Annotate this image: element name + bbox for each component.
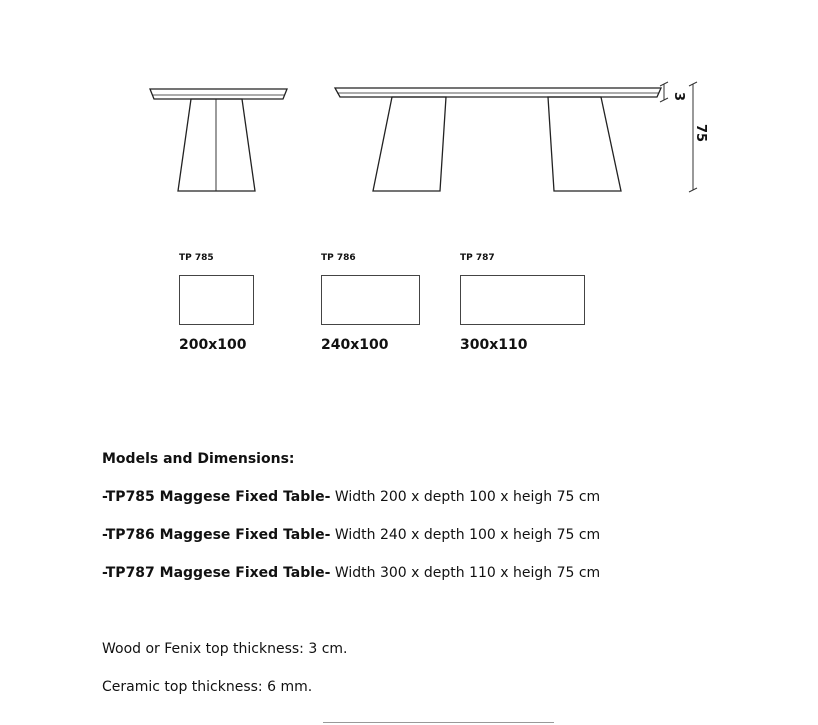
large-table-left-leg	[373, 97, 446, 191]
small-table-base	[178, 99, 255, 191]
model-size-tp787: 300x110	[460, 337, 528, 353]
spec-row-tp786	[102, 527, 600, 543]
note-wood-fenix: Wood or Fenix top thickness: 3 cm.	[102, 641, 348, 657]
plan-view-tp785	[179, 275, 254, 325]
specs-heading: Models and Dimensions:	[102, 451, 295, 467]
spec-desc: Width 240 x depth 100 x heigh 75 cm	[330, 527, 601, 543]
model-size-tp786: 240x100	[321, 337, 389, 353]
large-table-elevation	[335, 88, 661, 191]
small-table-top	[150, 89, 287, 99]
small-table-elevation	[150, 89, 287, 191]
dim-height-label: 75	[693, 124, 708, 143]
spec-desc: Width 200 x depth 100 x heigh 75 cm	[330, 489, 601, 505]
spec-row-tp787	[102, 565, 600, 581]
spec-name: -TP785 Maggese Fixed Table-	[102, 489, 331, 505]
spec-row-tp785	[102, 489, 600, 505]
plan-view-tp787	[460, 275, 585, 325]
model-code-tp785: TP 785	[179, 253, 214, 263]
spec-desc: Width 300 x depth 110 x heigh 75 cm	[330, 565, 601, 581]
model-code-tp786: TP 786	[321, 253, 356, 263]
model-size-tp785: 200x100	[179, 337, 247, 353]
spec-name: -TP787 Maggese Fixed Table-	[102, 565, 331, 581]
note-ceramic: Ceramic top thickness: 6 mm.	[102, 679, 313, 695]
plan-view-tp786	[321, 275, 420, 325]
large-table-right-leg	[548, 97, 621, 191]
spec-name: -TP786 Maggese Fixed Table-	[102, 527, 331, 543]
dim-top-thickness-label: 3	[671, 92, 686, 102]
bottom-divider	[323, 722, 554, 723]
large-table-top	[335, 88, 661, 97]
model-code-tp787: TP 787	[460, 253, 495, 263]
